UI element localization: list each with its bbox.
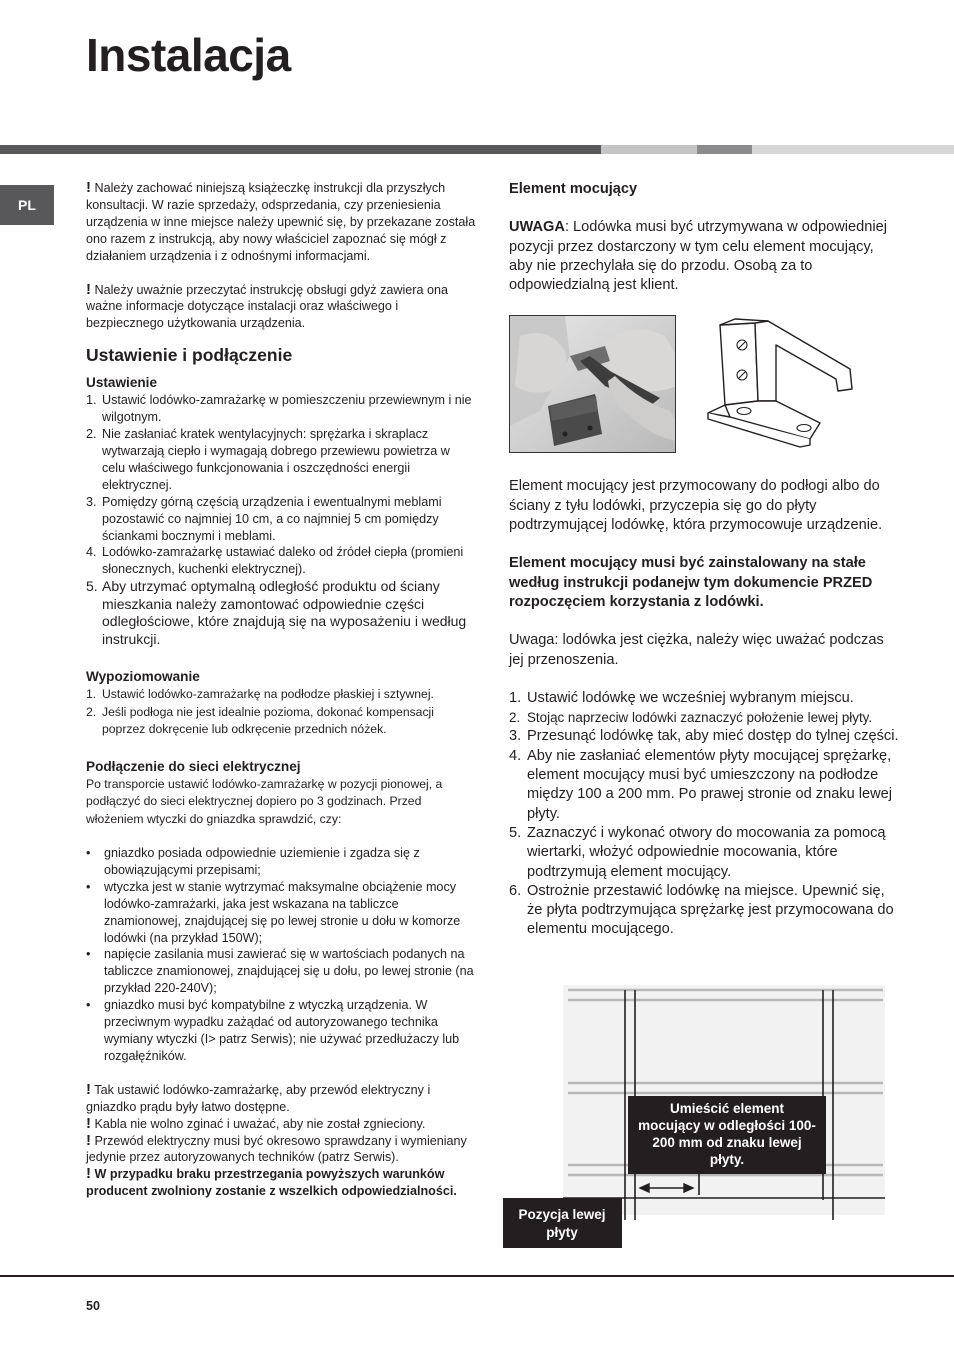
right-column xyxy=(509,180,901,940)
exclamation-icon: ! xyxy=(86,1080,91,1098)
bracket-photo-image xyxy=(510,316,676,453)
list-item: 4. Aby nie zasłaniać elementów płyty mocującej sprężarkę, element mocujący musi być umieszczony na podłodze między 100 a 200 mm. Po prawej stronie od znaku lewej płyty. xyxy=(509,747,893,822)
diagram-label-place: mocujący w odległości 100- xyxy=(638,1118,816,1133)
diagram-label-place: Umieścić element xyxy=(669,1101,785,1116)
installation-diagram xyxy=(503,980,895,1248)
list-item: • wtyczka jest w stanie wytrzymać maksymalne obciążenie mocy lodówko-zamrażarki, jaka jest wskazana na tabliczce znamionowej, znajdującej się po lewej stronie u dołu w komorze lodówki (na przykład 150W); xyxy=(86,879,461,945)
intro-note-2-text: Należy uważnie przeczytać instrukcję obsługi gdyż zawiera ona ważne informacje dotyczące instalacji oraz właściwego i bezpiecznego użytkowania urządzenia. xyxy=(86,282,448,331)
list-item: 1. Ustawić lodówkę we wcześniej wybranym miejscu. xyxy=(509,689,854,706)
header-bar-segment xyxy=(601,145,697,154)
exclamation-icon: ! xyxy=(86,1131,91,1149)
warning-liability: ! W przypadku braku przestrzegania powyższych warunków producent zwolniony zostanie z wszelkich odpowiedzialności. xyxy=(86,1165,457,1199)
subheading-mounting: Element mocujący xyxy=(509,181,638,197)
header-bar-segment xyxy=(752,145,954,154)
diagram-label-left-plate: Pozycja lewej xyxy=(518,1207,606,1222)
electric-intro: Po transporcie ustawić lodówko-zamrażarkę w pozycji pionowej, a podłączyć do sieci elektrycznej dopiero po 3 godzinach. Przed włożeniem wtyczki do gniazdka sprawdzić, czy: xyxy=(86,777,443,826)
header-bar-segment xyxy=(0,145,601,154)
subheading-electric: Podłączenie do sieci elektrycznej xyxy=(86,759,301,775)
list-item: 2. Jeśli podłoga nie jest idealnie pozioma, dokonać kompensacji poprzez dokręcenie lub odkręcenie przednich nóżek. xyxy=(86,704,434,736)
warning-note: ! Przewód elektryczny musi być okresowo sprawdzany i wymieniany jedynie przez autoryzowanych techników (patrz Serwis). xyxy=(86,1131,467,1165)
list-item: 4. Lodówko-zamrażarkę ustawiać daleko od źródeł ciepła (promieni słonecznych, kuchenki elektrycznej). xyxy=(86,545,464,577)
list-item: 1. Ustawić lodówko-zamrażarkę na podłodze płaskiej i sztywnej. xyxy=(86,687,434,702)
list-item: 2. Nie zasłaniać kratek wentylacyjnych: sprężarka i skraplacz wytwarzają ciepło i wymagają dobrego przewiewu powietrza w celu właściwego funkcjonowania i oszczędności energii elektrycznej. xyxy=(86,427,450,492)
exclamation-icon: ! xyxy=(86,179,91,196)
exclamation-icon: ! xyxy=(86,1165,91,1183)
bracket-drawing xyxy=(700,315,860,455)
subheading-placement: Ustawienie xyxy=(86,375,158,391)
intro-note-2 xyxy=(86,282,476,333)
list-item: 1. Ustawić lodówko-zamrażarkę w pomieszczeniu przewiewnym i nie wilgotnym. xyxy=(86,393,472,425)
exclamation-icon: ! xyxy=(86,1114,91,1132)
section-heading-setup: Ustawienie i podłączenie xyxy=(86,345,293,366)
diagram-label-place: płyty. xyxy=(709,1152,745,1167)
page-title: Instalacja xyxy=(86,29,291,81)
warning-note: ! Kabla nie wolno zginać i uważać, aby nie został zgnieciony. xyxy=(86,1114,426,1132)
list-item: 3. Przesunąć lodówkę tak, aby mieć dostęp do tylnej części. xyxy=(509,728,899,745)
leveling-list xyxy=(86,686,476,738)
list-item: 5. Aby utrzymać optymalną odległość produktu od ściany mieszkania należy zamontować odpowiednie części odległościowe, które znajdują się na wyposażeniu i według instrukcji. xyxy=(86,578,467,647)
language-tab: PL xyxy=(0,185,54,225)
header-bar-segment xyxy=(697,145,752,154)
list-item: 3. Pomiędzy górną częścią urządzenia i ewentualnymi meblami pozostawić co najmniej 10 cm, a co najmniej 5 cm pomiędzy ściankami bocznymi i meblami. xyxy=(86,494,442,543)
installation-diagram-drawing xyxy=(503,980,895,1248)
bracket-photo xyxy=(509,315,676,453)
left-column xyxy=(86,180,476,1200)
diagram-label-place: 200 mm od znaku lewej xyxy=(652,1135,802,1150)
mounting-bold-notice: Element mocujący musi być zainstalowany na stałe według instrukcji podanejw tym dokumencie PRZED rozpoczęciem korzystania z lodówki. xyxy=(509,555,873,610)
page-number: 50 xyxy=(86,1299,100,1313)
placement-list xyxy=(86,392,476,648)
list-item: 6. Ostrożnie przestawić lodówkę na miejsce. Upewnić się, że płyta podtrzymująca sprężarkę jest przymocowana do elementu mocującego. xyxy=(509,882,894,938)
diagram-label-left-plate: płyty xyxy=(546,1225,578,1240)
intro-note-1 xyxy=(86,180,476,265)
list-item: 2. Stojąc naprzeciw lodówki zaznaczyć położenie lewej płyty. xyxy=(509,710,873,726)
electric-checklist xyxy=(86,845,476,1065)
exclamation-icon: ! xyxy=(86,280,91,298)
mounting-caution: Uwaga: lodówka jest ciężka, należy więc uważać podczas jej przenoszenia. xyxy=(509,632,884,668)
intro-note-1-text: Należy zachować niniejszą książeczkę instrukcji dla przyszłych konsultacji. W razie sprzedaży, odsprzedania, czy przeniesienia urządzenia w inne miejsce należy upewnić się, by przekazane została ono razem z instrukcją, aby nowy właściciel zapoznać się mógł z działaniem urządzenia i z odnośnymi informacjami. xyxy=(86,181,476,263)
list-item: • gniazdko posiada odpowiednie uziemienie i zgadza się z obowiązującymi przepisami; xyxy=(86,846,420,877)
footer-rule xyxy=(0,1275,954,1277)
list-item: • gniazdko musi być kompatybilne z wtyczką urządzenia. W przeciwnym wypadku zażądać od autoryzowanego technika wymiany wtyczki (I> patrz Serwis); nie używać przedłużaczy lub rozgałęźników. xyxy=(86,998,460,1063)
list-item: • napięcie zasilania musi zawierać się w wartościach podanych na tabliczce znamionowej, znajdującej się u dołu, po lewej stronie (na przykład 220-240V); xyxy=(86,947,474,996)
subheading-leveling: Wypoziomowanie xyxy=(86,669,200,685)
mounting-steps xyxy=(509,689,901,940)
mounting-description: Element mocujący jest przymocowany do podłogi albo do ściany z tyłu lodówki, przyczepia się go do płyty podtrzymującej lodówkę, która przymocowuje urządzenie. xyxy=(509,478,883,534)
warning-note: ! Tak ustawić lodówko-zamrażarkę, aby przewód elektryczny i gniazdko prądu były łatwo dostępne. xyxy=(86,1080,431,1114)
mounting-note: UWAGA: Lodówka musi być utrzymywana w odpowiedniej pozycji przez dostarczony w tym celu element mocujący, aby nie przechylała się do przodu. Osobą za to odpowiedzialną jest klient. xyxy=(509,219,887,294)
list-item: 5. Zaznaczyć i wykonać otwory do mocowania za pomocą wiertarki, włożyć odpowiednie mocowania, które podtrzymują element mocujący. xyxy=(509,824,886,880)
